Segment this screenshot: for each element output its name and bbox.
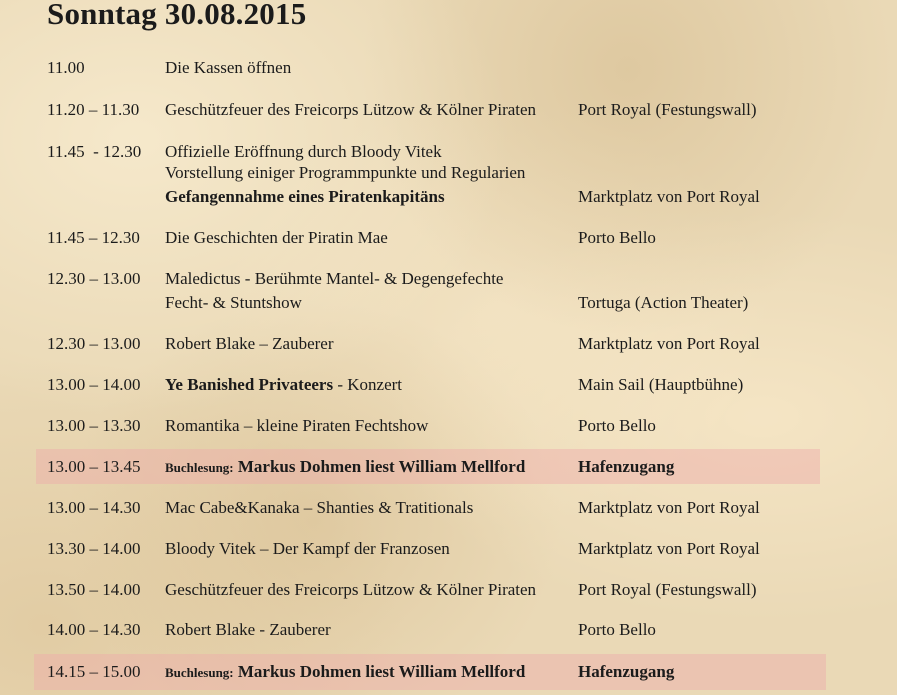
event [165, 268, 503, 313]
location: Marktplatz von Port Royal [578, 498, 760, 517]
location: Main Sail (Hauptbühne) [578, 375, 744, 394]
event-tag: Buchlesung: [165, 460, 234, 475]
event: Mac Cabe&Kanaka – Shanties & Tratitionals [165, 498, 474, 517]
time: 13.00 – 14.00 [47, 375, 141, 394]
location: Porto Bello [578, 228, 656, 247]
event-line: Offizielle Eröffnung durch Bloody Vitek [165, 142, 442, 161]
event: Robert Blake - Zauberer [165, 620, 331, 639]
event: Geschützfeuer des Freicorps Lützow & Kölner Piraten [165, 100, 537, 119]
event [165, 374, 402, 395]
location: Marktplatz von Port Royal [578, 187, 760, 206]
time: 13.00 – 14.30 [47, 498, 141, 517]
event-tag: Buchlesung: [165, 665, 234, 680]
time: 13.30 – 14.00 [47, 539, 141, 558]
event: Robert Blake – Zauberer [165, 334, 334, 353]
location: Hafenzugang [578, 457, 675, 476]
time: 12.30 – 13.00 [47, 269, 141, 288]
location: Tortuga (Action Theater) [578, 293, 749, 312]
time: 14.00 – 14.30 [47, 620, 141, 639]
location: Marktplatz von Port Royal [578, 539, 760, 558]
band-name: Ye Banished Privateers [165, 375, 334, 394]
location: Port Royal (Festungswall) [578, 580, 757, 599]
location: Porto Bello [578, 620, 656, 639]
event [165, 141, 525, 207]
event: Geschützfeuer des Freicorps Lützow & Kölner Piraten [165, 580, 537, 599]
event: Die Geschichten der Piratin Mae [165, 228, 388, 247]
time: 13.00 – 13.45 [47, 457, 141, 476]
event-title: Markus Dohmen liest William Mellford [237, 662, 526, 681]
event [165, 661, 525, 683]
page-title: Sonntag 30.08.2015 [47, 0, 307, 31]
time: 11.20 – 11.30 [47, 100, 140, 119]
time: 12.30 – 13.00 [47, 334, 141, 353]
location: Port Royal (Festungswall) [578, 100, 757, 119]
location: Hafenzugang [578, 662, 675, 681]
time: 11.45 – 12.30 [47, 228, 140, 247]
event: Bloody Vitek – Der Kampf der Franzosen [165, 539, 450, 558]
event-line-bold: Gefangennahme eines Piratenkapitäns [165, 187, 445, 206]
event-line: Vorstellung einiger Programmpunkte und Regularien [165, 163, 526, 182]
event-line: Maledictus - Berühmte Mantel- & Degengefechte [165, 269, 504, 288]
time: 11.00 [47, 58, 85, 77]
time: 11.45 - 12.30 [47, 142, 142, 161]
location: Porto Bello [578, 416, 656, 435]
event-title: Markus Dohmen liest William Mellford [237, 457, 526, 476]
event: Romantika – kleine Piraten Fechtshow [165, 416, 429, 435]
location: Marktplatz von Port Royal [578, 334, 760, 353]
event: Die Kassen öffnen [165, 58, 292, 77]
event [165, 456, 525, 478]
time: 13.00 – 13.30 [47, 416, 141, 435]
event-suffix: - Konzert [333, 375, 403, 394]
event-line: Fecht- & Stuntshow [165, 293, 302, 312]
time: 13.50 – 14.00 [47, 580, 141, 599]
time: 14.15 – 15.00 [47, 662, 141, 681]
